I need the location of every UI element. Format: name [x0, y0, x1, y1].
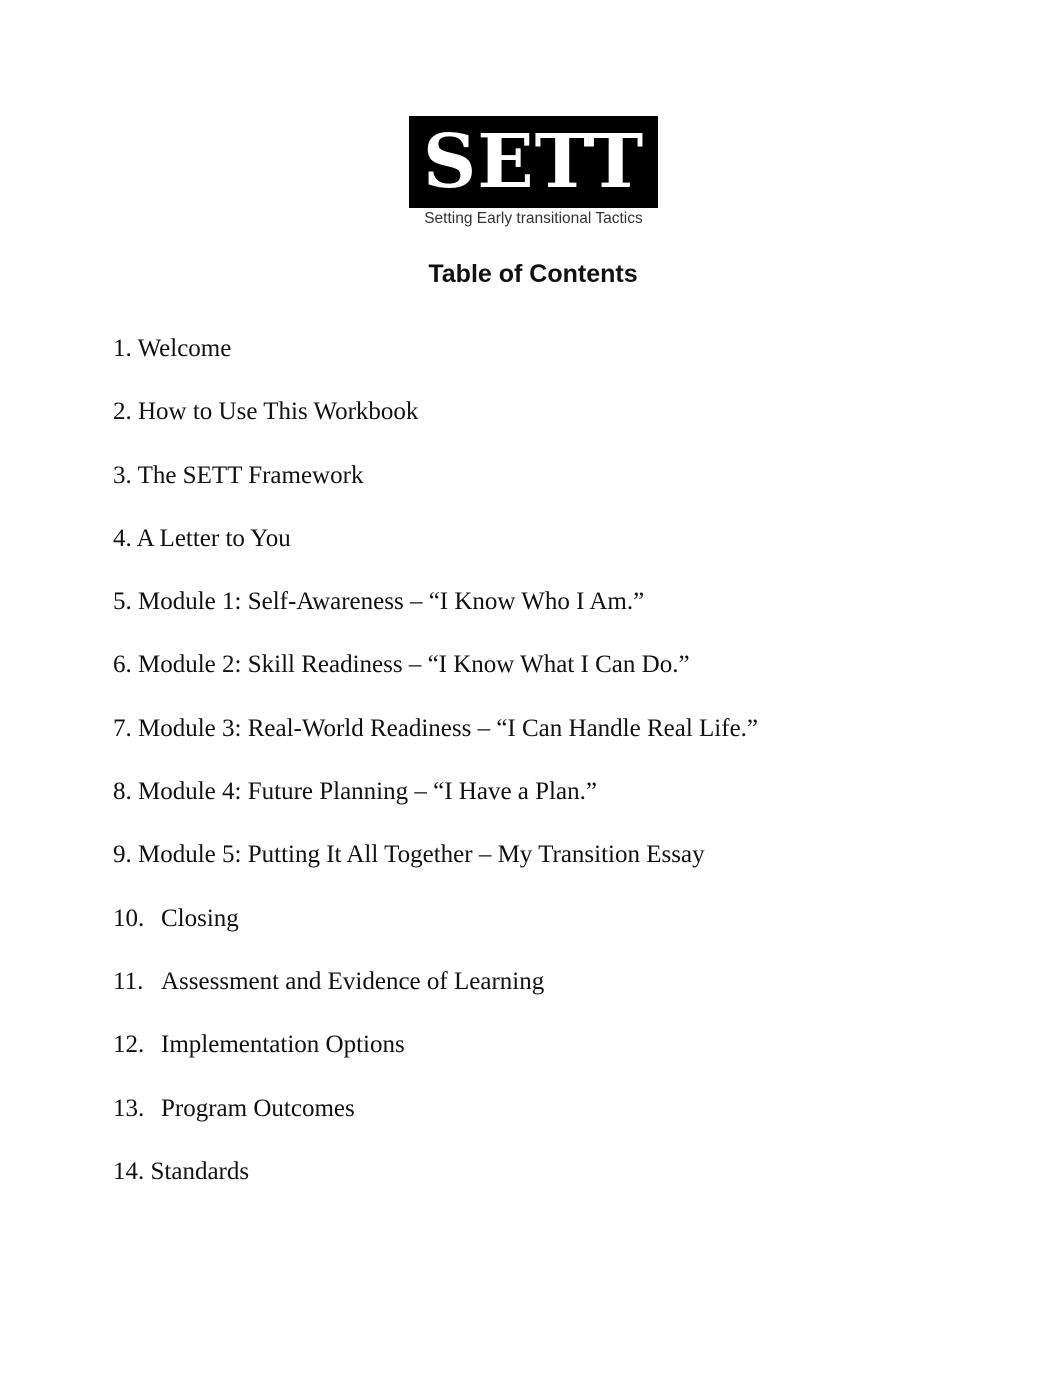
toc-item-module-3 [113, 712, 758, 775]
toc-item-label: Closing [161, 904, 239, 932]
toc-item-number: 3. [113, 461, 132, 489]
toc-title: Table of Contents [428, 260, 638, 288]
toc-item-number: 4. [113, 524, 132, 552]
toc-item-how-to-use [113, 395, 758, 458]
toc-item-label: Program Outcomes [161, 1094, 355, 1122]
logo-tagline: Setting Early transitional Tactics [424, 210, 643, 227]
toc-item-module-1 [113, 585, 758, 648]
toc-item-label: How to Use This Workbook [138, 398, 419, 426]
toc-item-label: Implementation Options [161, 1031, 405, 1059]
toc-item-assessment [113, 965, 758, 1028]
toc-item-number: 6. [113, 651, 132, 679]
logo-wordmark: SETT [409, 116, 658, 208]
toc-item-number: 1. [113, 335, 132, 362]
toc-item-closing [113, 902, 758, 965]
toc-item-module-4 [113, 775, 758, 838]
toc-item-number: 7. [113, 714, 132, 742]
toc-item-implementation [113, 1028, 758, 1091]
toc-item-number: 12. [113, 1031, 145, 1059]
toc-item-number: 5. [113, 588, 132, 616]
toc-item-sett-framework [113, 459, 758, 522]
toc-item-letter [113, 522, 758, 585]
toc-item-module-5 [113, 838, 758, 901]
toc-item-standards [113, 1155, 758, 1218]
toc-item-number: 2. [113, 398, 132, 426]
toc-item-label: Welcome [137, 335, 232, 362]
toc-item-outcomes [113, 1092, 758, 1155]
toc-item-number: 10. [113, 904, 145, 932]
toc-item-number: 11. [113, 967, 144, 995]
toc-item-label: Standards [150, 1157, 250, 1185]
toc-item-number: 14. [113, 1157, 145, 1185]
toc-item-number: 8. [113, 778, 132, 806]
toc-item-label: Module 4: Future Planning – “I Have a Plan.” [138, 778, 597, 806]
toc-item-welcome [113, 332, 758, 395]
toc-item-label: The SETT Framework [137, 461, 364, 489]
toc-item-number: 13. [113, 1094, 145, 1122]
toc-item-label: Module 3: Real-World Readiness – “I Can Handle Real Life.” [138, 714, 759, 742]
toc-item-number: 9. [113, 841, 132, 869]
toc-item-label: Module 1: Self-Awareness – “I Know Who I Am.” [138, 588, 645, 616]
toc-item-label: Assessment and Evidence of Learning [161, 967, 545, 995]
toc-item-label: Module 2: Skill Readiness – “I Know What I Can Do.” [138, 651, 690, 679]
toc-list [113, 332, 758, 1218]
toc-item-label: Module 5: Putting It All Together – My Transition Essay [138, 841, 705, 869]
sett-logo [409, 116, 658, 234]
toc-item-module-2 [113, 648, 758, 711]
toc-item-label: A Letter to You [136, 524, 291, 552]
